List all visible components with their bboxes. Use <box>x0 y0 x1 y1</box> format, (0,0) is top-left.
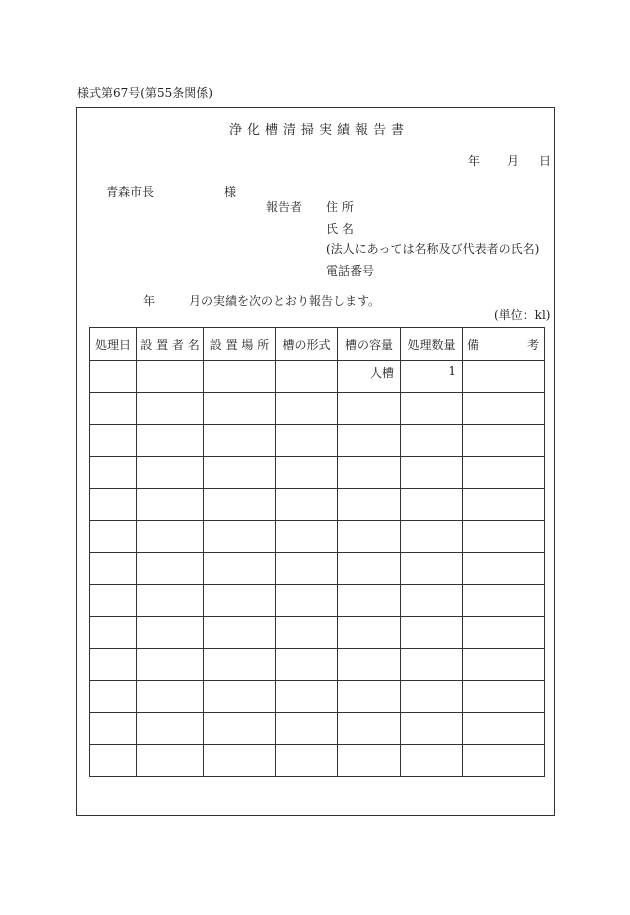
cell-tank-type[interactable] <box>276 425 338 457</box>
cell-location[interactable] <box>204 489 276 521</box>
cell-tank-capacity[interactable] <box>338 393 401 425</box>
cell-date[interactable] <box>90 553 137 585</box>
cell-date[interactable] <box>90 521 137 553</box>
cell-remarks[interactable] <box>463 713 545 745</box>
cell-tank-capacity[interactable] <box>338 745 401 777</box>
report-table <box>89 327 545 777</box>
cell-location[interactable] <box>204 425 276 457</box>
cell-owner[interactable] <box>137 457 204 489</box>
cell-tank-type[interactable] <box>276 521 338 553</box>
date-year-label: 年 <box>468 154 481 168</box>
statement-text: 月の実績を次のとおり報告します。 <box>189 294 381 308</box>
corporate-note: (法人にあっては名称及び代表者の氏名) <box>326 242 540 256</box>
cell-quantity[interactable] <box>401 521 463 553</box>
cell-quantity[interactable] <box>401 745 463 777</box>
cell-owner[interactable] <box>137 361 204 393</box>
table-row <box>90 585 545 617</box>
cell-remarks[interactable] <box>463 649 545 681</box>
form-number: 様式第67号(第55条関係) <box>77 86 213 100</box>
cell-tank-type[interactable] <box>276 649 338 681</box>
table-row <box>90 361 545 393</box>
cell-tank-type[interactable] <box>276 393 338 425</box>
cell-location[interactable] <box>204 457 276 489</box>
cell-quantity[interactable] <box>401 553 463 585</box>
phone-label: 電話番号 <box>326 264 375 278</box>
cell-date[interactable] <box>90 489 137 521</box>
cell-quantity[interactable] <box>401 585 463 617</box>
cell-owner[interactable] <box>137 681 204 713</box>
table-row <box>90 393 545 425</box>
cell-tank-capacity[interactable] <box>338 489 401 521</box>
cell-tank-capacity[interactable] <box>338 425 401 457</box>
cell-tank-type[interactable] <box>276 553 338 585</box>
cell-date[interactable] <box>90 745 137 777</box>
cell-tank-type[interactable] <box>276 457 338 489</box>
cell-tank-capacity[interactable] <box>338 457 401 489</box>
cell-tank-capacity[interactable] <box>338 553 401 585</box>
cell-tank-capacity[interactable] <box>338 681 401 713</box>
cell-owner[interactable] <box>137 713 204 745</box>
cell-owner[interactable] <box>137 617 204 649</box>
cell-quantity[interactable] <box>401 425 463 457</box>
cell-date[interactable] <box>90 361 137 393</box>
cell-date[interactable] <box>90 393 137 425</box>
cell-quantity[interactable] <box>401 713 463 745</box>
cell-quantity[interactable] <box>401 489 463 521</box>
table-row <box>90 521 545 553</box>
cell-location[interactable] <box>204 553 276 585</box>
table-row <box>90 649 545 681</box>
cell-location[interactable] <box>204 681 276 713</box>
cell-remarks[interactable] <box>463 361 545 393</box>
cell-owner[interactable] <box>137 425 204 457</box>
cell-remarks[interactable] <box>463 489 545 521</box>
form-title: 浄化槽清掃実績報告書 <box>229 123 410 138</box>
cell-owner[interactable] <box>137 553 204 585</box>
cell-quantity[interactable] <box>401 681 463 713</box>
cell-owner[interactable] <box>137 489 204 521</box>
reporter-label: 報告者 <box>266 200 303 214</box>
header-owner: 設 置 者 名 <box>137 328 204 361</box>
header-location: 設 置 場 所 <box>204 328 276 361</box>
cell-date[interactable] <box>90 585 137 617</box>
cell-remarks[interactable] <box>463 457 545 489</box>
table-header-row <box>90 328 545 361</box>
table-row <box>90 713 545 745</box>
header-tank-capacity: 槽の容量 <box>338 328 401 361</box>
cell-location[interactable] <box>204 361 276 393</box>
name-label: 氏 名 <box>326 222 354 236</box>
cell-remarks[interactable] <box>463 425 545 457</box>
cell-tank-type[interactable] <box>276 617 338 649</box>
cell-remarks[interactable] <box>463 553 545 585</box>
table-row <box>90 425 545 457</box>
cell-date[interactable] <box>90 425 137 457</box>
cell-location[interactable] <box>204 745 276 777</box>
cell-tank-capacity[interactable] <box>338 713 401 745</box>
cell-owner[interactable] <box>137 521 204 553</box>
header-tank-type: 槽の形式 <box>276 328 338 361</box>
cell-location[interactable] <box>204 393 276 425</box>
date-month-label: 月 <box>507 154 520 168</box>
cell-quantity[interactable] <box>401 393 463 425</box>
cell-tank-type[interactable] <box>276 713 338 745</box>
cell-tank-capacity[interactable]: 人槽 <box>338 361 401 393</box>
cell-remarks[interactable] <box>463 745 545 777</box>
cell-date[interactable] <box>90 649 137 681</box>
cell-tank-capacity[interactable] <box>338 617 401 649</box>
cell-tank-capacity[interactable] <box>338 585 401 617</box>
header-quantity: 処理数量 <box>401 328 463 361</box>
addressee: 青森市長 <box>106 185 155 199</box>
table-row <box>90 617 545 649</box>
unit-label: (単位：kl) <box>494 308 551 322</box>
address-label: 住 所 <box>326 200 354 214</box>
cell-tank-type[interactable] <box>276 585 338 617</box>
statement-year: 年 <box>143 294 156 308</box>
cell-quantity[interactable] <box>401 649 463 681</box>
table-row <box>90 457 545 489</box>
table-row <box>90 745 545 777</box>
cell-location[interactable] <box>204 649 276 681</box>
cell-remarks[interactable] <box>463 393 545 425</box>
table-row <box>90 553 545 585</box>
cell-location[interactable] <box>204 713 276 745</box>
header-remarks: 備 考 <box>463 328 545 361</box>
cell-remarks[interactable] <box>463 585 545 617</box>
cell-tank-type[interactable] <box>276 745 338 777</box>
cell-date[interactable] <box>90 713 137 745</box>
cell-owner[interactable] <box>137 745 204 777</box>
cell-remarks[interactable] <box>463 617 545 649</box>
header-date: 処理日 <box>90 328 137 361</box>
cell-remarks[interactable] <box>463 521 545 553</box>
table-row <box>90 681 545 713</box>
cell-quantity[interactable] <box>401 617 463 649</box>
cell-quantity[interactable]: 1 <box>401 361 463 393</box>
cell-tank-type[interactable] <box>276 681 338 713</box>
cell-location[interactable] <box>204 585 276 617</box>
date-day-label: 日 <box>539 154 552 168</box>
cell-owner[interactable] <box>137 649 204 681</box>
cell-quantity[interactable] <box>401 457 463 489</box>
cell-owner[interactable] <box>137 585 204 617</box>
cell-location[interactable] <box>204 521 276 553</box>
cell-remarks[interactable] <box>463 681 545 713</box>
cell-tank-capacity[interactable] <box>338 649 401 681</box>
cell-date[interactable] <box>90 617 137 649</box>
cell-owner[interactable] <box>137 393 204 425</box>
cell-tank-type[interactable] <box>276 489 338 521</box>
honorific: 様 <box>224 185 237 199</box>
table-row <box>90 489 545 521</box>
cell-date[interactable] <box>90 681 137 713</box>
cell-tank-capacity[interactable] <box>338 521 401 553</box>
cell-tank-type[interactable] <box>276 361 338 393</box>
cell-date[interactable] <box>90 457 137 489</box>
cell-location[interactable] <box>204 617 276 649</box>
